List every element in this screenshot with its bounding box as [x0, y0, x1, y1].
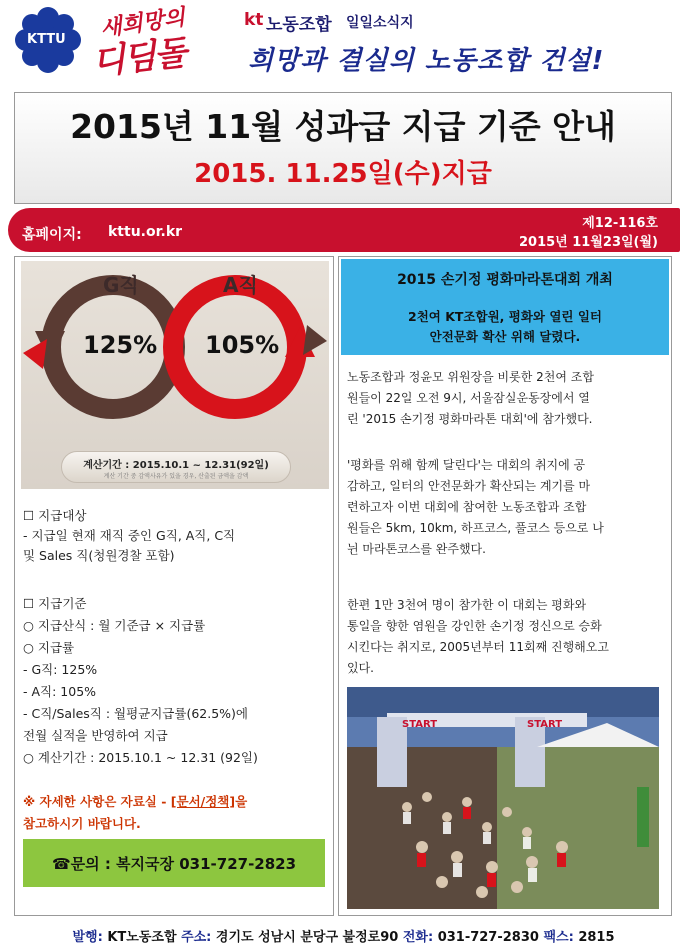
news-title: 2015 손기정 평화마라톤대회 개최: [397, 272, 613, 288]
g-job-label: G직: [103, 273, 139, 297]
slogan-line1: 새희망의: [98, 4, 187, 42]
paragraph-2-line-1: '평화를 위해 함께 달린다'는 대회의 취지에 공: [347, 458, 586, 472]
newsletter-name: 일일소식지: [346, 15, 414, 31]
criteria-line-6: ○ 지급률: [23, 640, 75, 655]
note-prefix: ※ 자세한 사항은 자료실 -: [23, 794, 171, 809]
rate-graphic: [21, 261, 329, 489]
footer: [0, 924, 687, 952]
a-job-label: A직: [223, 273, 258, 297]
a-job-rate: 105%: [205, 331, 280, 359]
paragraph-3-line-1: 한편 1만 3천여 명이 참가한 이 대회는 평화와: [347, 598, 587, 612]
news-subtitle-2: 안전문화 확산 위해 달렸다.: [429, 329, 581, 344]
photo-start-sign-2: START: [527, 719, 563, 730]
header: [0, 0, 687, 88]
paragraph-1-line-3: 린 '2015 손기정 평화마라톤 대회'에 참가했다.: [347, 412, 593, 426]
homepage-link[interactable]: kttu.or.kr: [108, 224, 183, 240]
document-policy-link[interactable]: [문서/정책]: [170, 794, 236, 809]
right-column: [338, 256, 672, 916]
phone: 031-727-2830: [437, 930, 539, 945]
fax: 2815: [578, 930, 615, 945]
calc-period-pill: [61, 451, 291, 483]
issue-date: 2015년 11월23일(월): [518, 235, 658, 250]
slogan-line2: 디딤돌: [90, 33, 187, 83]
criteria-line-7: - G직: 125%: [23, 662, 98, 677]
criteria-line-2: 및 Sales 직(청원경찰 포함): [23, 548, 175, 563]
news-header: [341, 259, 669, 355]
marathon-photo-image: [347, 687, 659, 909]
calc-period: 계산기간 : 2015.10.1 ~ 12.31(92일): [83, 460, 269, 471]
calc-note: 계산 기간 중 감액사유가 있을 경우, 산출된 금액을 감액: [103, 473, 249, 480]
note-suffix: 을: [235, 794, 248, 809]
criteria-line-9: - C직/Sales직 : 월평균지급률(62.5%)에: [23, 706, 248, 721]
paragraph-3-line-2: 통일을 향한 염원을 강인한 손기정 정신으로 승화: [347, 619, 602, 633]
payment-date: 2015. 11.25일(수)지급: [194, 159, 492, 189]
issue-number: 제12-116호: [582, 216, 658, 231]
criteria-line-11: ○ 계산기간 : 2015.10.1 ~ 12.31 (92일): [23, 750, 258, 765]
reference-note: [23, 793, 247, 811]
contact-box: ☎문의 : 복지국장 031-727-2823: [23, 839, 325, 887]
paragraph-1-line-1: 노동조합과 정윤모 위원장을 비롯한 2천여 조합: [347, 370, 594, 384]
address-label: 주소:: [181, 930, 212, 945]
address: 경기도 성남시 분당구 불정로90: [215, 930, 399, 945]
publisher-label: 발행:: [72, 930, 103, 945]
kt-mark: kt: [244, 10, 264, 30]
paragraph-2-line-5: 뉜 마라톤코스를 완주했다.: [347, 542, 486, 556]
paragraph-2-line-2: 감하고, 일터의 안전문화가 확산되는 계기를 마: [347, 479, 591, 493]
motto: 희망과 결실의 노동조합 건설!: [248, 46, 605, 76]
phone-label: 전화:: [402, 930, 434, 945]
paragraph-1-line-2: 원들이 22일 오전 9시, 서울잠실운동장에서 열: [347, 391, 590, 405]
criteria-line-1: - 지급일 현재 재직 중인 G직, A직, C직: [23, 528, 236, 543]
paragraph-3-line-3: 시킨다는 취지로, 2005년부터 11회째 진행해오고: [347, 640, 609, 654]
reference-note-line2: 참고하시기 바랍니다.: [23, 816, 141, 831]
title-box: [14, 92, 672, 204]
criteria-line-8: - A직: 105%: [23, 684, 97, 699]
marathon-photo: [347, 687, 659, 909]
news-subtitle-1: 2천여 KT조합원, 평화와 열린 일터: [408, 309, 602, 324]
homepage-label: 홈페이지:: [22, 227, 82, 243]
criteria-line-4: ☐ 지급기준: [23, 596, 87, 611]
fax-label: 팩스:: [543, 930, 574, 945]
page-title: 2015년 11월 성과급 지급 기준 안내: [70, 107, 616, 146]
left-column: [14, 256, 334, 916]
publisher: KT노동조합: [107, 930, 177, 945]
paragraph-2-line-4: 원들은 5km, 10km, 하프코스, 풀코스 등으로 나: [347, 521, 604, 535]
paragraph-2-line-3: 련하고자 이번 대회에 참여한 노동조합과 조합: [347, 500, 587, 514]
criteria-line-5: ○ 지급산식 : 월 기준급 × 지급률: [23, 618, 206, 633]
union-name: 노동조합: [266, 15, 332, 35]
criteria-line-10: 전월 실적을 반영하여 지급: [23, 728, 168, 743]
g-job-rate: 125%: [83, 331, 158, 359]
paragraph-3-line-4: 있다.: [347, 661, 374, 675]
info-banner: [8, 208, 680, 252]
criteria-line-0: ☐ 지급대상: [23, 508, 87, 523]
photo-start-sign: START: [402, 719, 438, 730]
kttu-logo-text: KTTU: [27, 32, 66, 47]
